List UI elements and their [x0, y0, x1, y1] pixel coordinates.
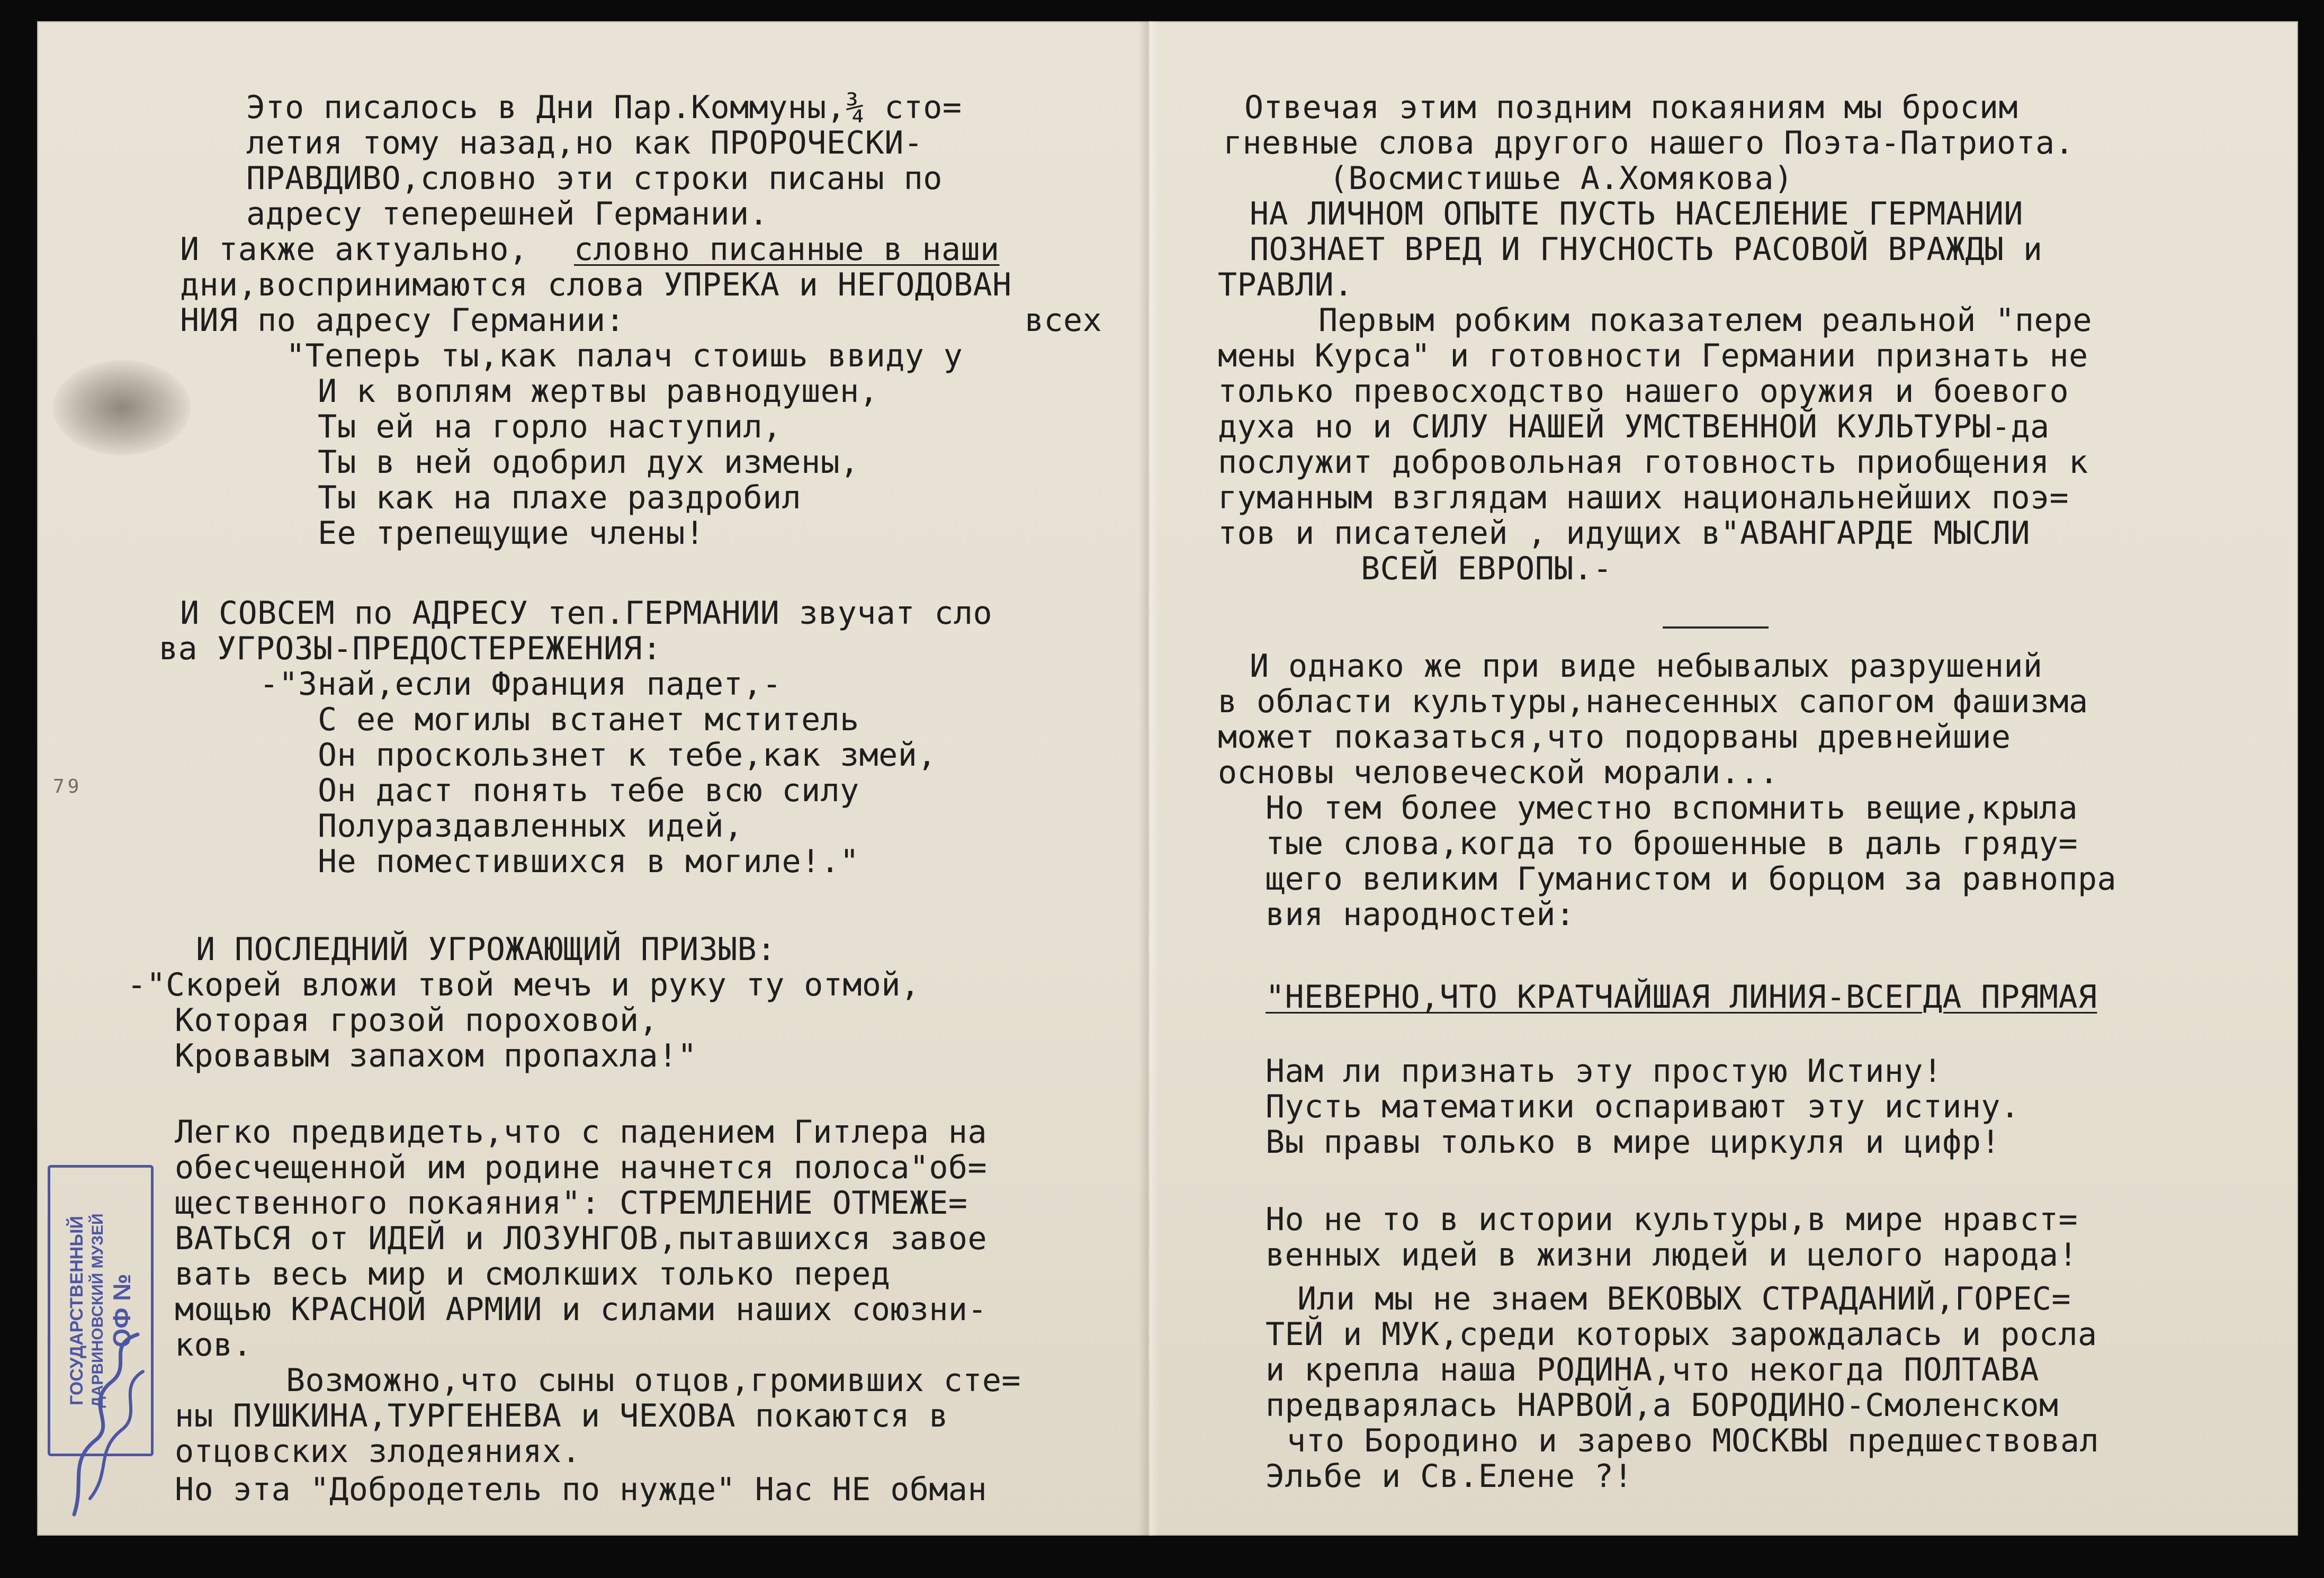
- right-line-30: ТЕЙ и МУК,среди которых зарождалась и росла: [1266, 1316, 2097, 1353]
- left-line-9: И к воплям жертвы равнодушен,: [318, 373, 879, 410]
- left-line-26: Легко предвидеть,что с падением Гитлера на: [175, 1114, 987, 1151]
- stamp-line-1: ГОСУДАРСТВЕННЫЙ: [67, 1216, 87, 1405]
- right-line-24: Нам ли признать эту простую Истину!: [1266, 1053, 1943, 1090]
- right-line-3: (Восмистишье А.Хомякова): [1329, 160, 1793, 197]
- left-line-31: мощью КРАСНОЙ АРМИИ и силами наших союзни-: [175, 1291, 987, 1328]
- left-line-20: Полураздавленных идей,: [318, 808, 743, 845]
- left-line-12: Ты как на плахе раздробил: [318, 479, 802, 516]
- left-line-34: ны ПУШКИНА,ТУРГЕНЕВА и ЧЕХОВА покаются в: [175, 1397, 948, 1434]
- left-line-32: ков.: [175, 1326, 253, 1364]
- left-line-23: -"Скорей вложи твой мечъ и руку ту отмой,: [127, 966, 920, 1003]
- left-line-35: отцовских злодеяниях.: [175, 1433, 581, 1470]
- left-line-1: Это писалось в Дни Пар.Коммуны,¾ сто=: [246, 89, 962, 126]
- right-line-32: предварялась НАРВОЙ,а БОРОДИНО-Смоленском: [1266, 1387, 2059, 1424]
- right-line-1: Отвечая этим поздним покаяниям мы бросим: [1244, 89, 2018, 126]
- left-line-27: обесчещенной им родине начнется полоса"об=: [175, 1149, 987, 1186]
- right-line-14: ВСЕЙ ЕВРОПЫ.-: [1361, 550, 1612, 587]
- left-line-14: И СОВСЕМ по АДРЕСУ теп.ГЕРМАНИИ звучат сло: [180, 595, 992, 632]
- left-line-2: летия тому назад,но как ПРОРОЧЕСКИ-: [246, 124, 923, 162]
- separator-rule: [1663, 626, 1769, 629]
- left-line-36: Но эта "Добродетель по нужде" Нас НЕ обман: [175, 1471, 987, 1508]
- left-line-22: И ПОСЛЕДНИЙ УГРОЖАЮЩИЙ ПРИЗЫВ:: [196, 931, 776, 968]
- stamp-line-2: ДАРВИНОВСКИЙ МУЗЕЙ: [89, 1213, 106, 1408]
- right-line-5: ПОЗНАЕТ ВРЕД И ГНУСНОСТЬ РАСОВОЙ ВРАЖДЫ и: [1250, 231, 2043, 268]
- right-line-19: Но тем более уместно вспомнить вещие,крыла: [1266, 790, 2078, 827]
- right-line-11: послужит добровольная готовность приобщения к: [1218, 444, 2088, 481]
- paper-sheet: [37, 21, 2298, 1536]
- right-line-22: вия народностей:: [1266, 896, 1575, 933]
- stamp-line-3: ОФ №: [108, 1274, 136, 1348]
- left-line-15: ва УГРОЗЫ-ПРЕДОСТЕРЕЖЕНИЯ:: [159, 630, 662, 667]
- right-line-26: Вы правы только в мире циркуля и цифр!: [1266, 1124, 2000, 1161]
- right-line-8: мены Курса" и готовности Германии признать не: [1218, 337, 2088, 374]
- right-line-29: Или мы не знаем ВЕКОВЫХ СТРАДАНИЙ,ГОРЕС=: [1297, 1280, 2071, 1317]
- right-page: [1160, 21, 2298, 1536]
- right-line-6: ТРАВЛИ.: [1218, 266, 1353, 303]
- handwritten-number: [53, 1324, 164, 1525]
- right-line-10: духа но и СИЛУ НАШЕЙ УМСТВЕННОЙ КУЛЬТУРЫ-да: [1218, 408, 2050, 445]
- left-line-16: -"Знай,если Франция падет,-: [259, 666, 782, 703]
- right-line-34: Эльбе и Св.Елене ?!: [1266, 1458, 1633, 1495]
- right-line-25: Пусть математики оспаривают эту истину.: [1266, 1088, 2020, 1125]
- left-line-29: ВАТЬСЯ от ИДЕЙ и ЛОЗУНГОВ,пытавшихся завое: [175, 1220, 987, 1257]
- left-line-7b: всех: [1025, 302, 1102, 339]
- left-line-19: Он даст понять тебе всю силу: [318, 772, 859, 809]
- right-line-20: тые слова,когда то брошенные в даль гряду=: [1266, 825, 2078, 862]
- right-line-28: венных идей в жизни людей и целого народа!: [1266, 1236, 2078, 1274]
- left-line-6: дни,воспринимаются слова УПРЕКА и НЕГОДОВАН: [180, 266, 1012, 303]
- right-line-16: в области культуры,нанесенных сапогом фашизма: [1218, 683, 2088, 720]
- right-line-17: может показаться,что подорваны древнейшие: [1218, 719, 2011, 756]
- left-line-4: адресу теперешней Германии.: [246, 195, 769, 232]
- ink-stain: [53, 360, 191, 455]
- right-line-18: основы человеческой морали...: [1218, 754, 1779, 791]
- left-line-13: Ее трепещущие члены!: [318, 515, 705, 552]
- right-line-21: щего великим Гуманистом и борцом за равнопра: [1266, 860, 2117, 898]
- left-line-7: НИЯ по адресу Германии:: [180, 302, 625, 339]
- left-line-5b: словно писанные в наши: [574, 231, 1000, 268]
- right-line-4: НА ЛИЧНОМ ОПЫТЕ ПУСТЬ НАСЕЛЕНИЕ ГЕРМАНИИ: [1250, 195, 2023, 232]
- left-line-33: Возможно,что сыны отцов,громивших сте=: [286, 1362, 1021, 1399]
- left-line-25: Кровавым запахом пропахла!": [175, 1037, 697, 1074]
- left-line-3: ПРАВДИВО,словно эти строки писаны по: [246, 160, 943, 197]
- left-line-28: щественного покаяния": СТРЕМЛЕНИЕ ОТМЕЖЕ=: [175, 1185, 968, 1222]
- left-line-30: вать весь мир и смолкших только перед: [175, 1256, 891, 1293]
- right-line-9: только превосходство нашего оружия и боевого: [1218, 373, 2069, 410]
- right-line-12: гуманным взглядам наших национальнейших поэ=: [1218, 479, 2069, 516]
- left-line-8: "Теперь ты,как палач стоишь ввиду у: [286, 337, 963, 374]
- right-line-31: и крепла наша РОДИНА,что некогда ПОЛТАВА: [1266, 1351, 2039, 1388]
- left-line-10: Ты ей на горло наступил,: [318, 408, 782, 445]
- margin-mark: 79: [53, 776, 83, 797]
- left-line-18: Он проскользнет к тебе,как змей,: [318, 737, 937, 774]
- left-line-24: Которая грозой пороховой,: [175, 1002, 659, 1039]
- left-page: [37, 21, 1138, 1536]
- left-line-17: С ее могилы встанет мститель: [318, 701, 859, 738]
- right-line-23: "НЕВЕРНО,ЧТО КРАТЧАЙШАЯ ЛИНИЯ-ВСЕГДА ПРЯМАЯ: [1266, 979, 2097, 1016]
- right-line-15: И однако же при виде небывалых разрушений: [1250, 648, 2043, 685]
- left-line-21: Не поместившихся в могиле!.": [318, 843, 859, 880]
- left-line-11: Ты в ней одобрил дух измены,: [318, 444, 859, 481]
- right-line-7: Первым робким показателем реальной "пере: [1318, 302, 2092, 339]
- center-fold: [1138, 21, 1160, 1536]
- right-line-27: Но не то в истории культуры,в мире нравст=: [1266, 1201, 2078, 1238]
- left-line-5a: И также актуально,: [180, 231, 528, 268]
- right-line-13: тов и писателей , идущих в"АВАНГАРДЕ МЫСЛИ: [1218, 515, 2030, 552]
- right-line-33: что Бородино и зарево МОСКВЫ предшествовал: [1287, 1422, 2099, 1459]
- right-line-2: гневные слова другого нашего Поэта-Патриота.: [1223, 124, 2075, 162]
